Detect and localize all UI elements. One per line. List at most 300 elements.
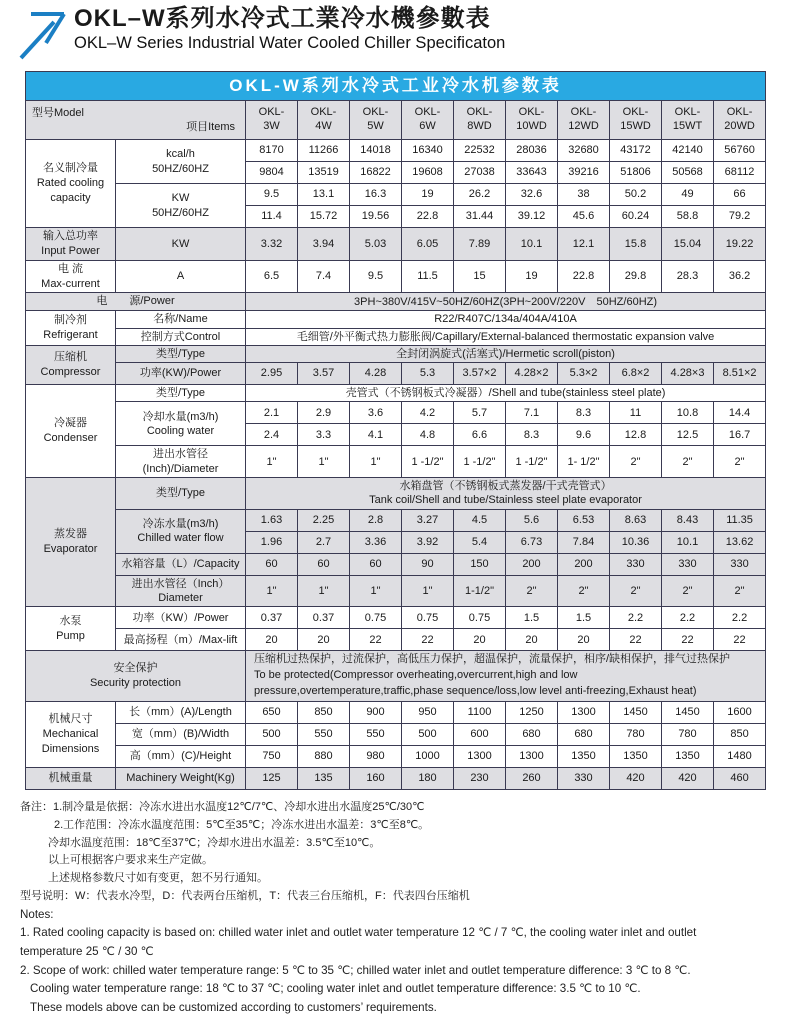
note-line: temperature 25 ℃ / 30 ℃: [20, 944, 154, 958]
value-cell: 880: [298, 746, 350, 768]
value-cell: 15.04: [662, 228, 714, 261]
value-cell: 11: [610, 402, 662, 424]
value-cell: 3.57×2: [454, 363, 506, 385]
value-cell: 8.63: [610, 509, 662, 531]
value-cell: 1": [298, 575, 350, 607]
model-header: OKL- 4W: [298, 101, 350, 140]
value-cell: 51806: [610, 162, 662, 184]
value-cell: 16822: [350, 162, 402, 184]
section-label: 机械重量: [26, 768, 116, 790]
merged-value-cell: 压缩机过热保护，过流保护，高低压力保护，超温保护，流量保护，相序/缺相保护，排气过热保护 To be protected(Compressor overheating,overcurrent,high and low pressure,overtemperature,traffic,phase sequence/loss,low level anti-freezing,Exhaust heat): [246, 651, 766, 702]
value-cell: 4.1: [350, 424, 402, 446]
item-label: A: [116, 260, 246, 293]
value-cell: 22.8: [558, 260, 610, 293]
value-cell: 2.95: [246, 363, 298, 385]
value-cell: 22: [350, 629, 402, 651]
model-header: OKL- 5W: [350, 101, 402, 140]
section-label: 电 流 Max-current: [26, 260, 116, 293]
table-row: [26, 553, 766, 575]
value-cell: 3.94: [298, 228, 350, 261]
page-title-en: OKL–W Series Industrial Water Cooled Chiller Specificaton: [74, 33, 506, 52]
value-cell: 79.2: [714, 206, 766, 228]
value-cell: 50.2: [610, 184, 662, 206]
value-cell: 2.9: [298, 402, 350, 424]
value-cell: 4.28: [350, 363, 402, 385]
value-cell: 14.4: [714, 402, 766, 424]
value-cell: 13519: [298, 162, 350, 184]
table-row: [26, 651, 766, 702]
value-cell: 1300: [506, 746, 558, 768]
value-cell: 60.24: [610, 206, 662, 228]
value-cell: 135: [298, 768, 350, 790]
value-cell: 22: [610, 629, 662, 651]
value-cell: 200: [506, 553, 558, 575]
note-line: 上述规格参数尺寸如有变更，恕不另行通知。: [48, 872, 268, 885]
arrow-logo-icon: [12, 7, 72, 61]
section-label: 制冷剂 Refrigerant: [26, 311, 116, 346]
value-cell: 160: [350, 768, 402, 790]
value-cell: 750: [246, 746, 298, 768]
value-cell: 2.1: [246, 402, 298, 424]
table-title: OKL-W系列水冷式工业冷水机参数表: [26, 72, 766, 101]
value-cell: 60: [298, 553, 350, 575]
value-cell: 58.8: [662, 206, 714, 228]
value-cell: 15.8: [610, 228, 662, 261]
value-cell: 19: [402, 184, 454, 206]
value-cell: 20: [558, 629, 610, 651]
value-cell: 1450: [610, 702, 662, 724]
value-cell: 1.96: [246, 531, 298, 553]
value-cell: 12.1: [558, 228, 610, 261]
table-row: [26, 363, 766, 385]
notes-chinese: [20, 799, 770, 906]
table-row: [26, 402, 766, 424]
value-cell: 4.5: [454, 509, 506, 531]
value-cell: 13.62: [714, 531, 766, 553]
value-cell: 36.2: [714, 260, 766, 293]
value-cell: 39216: [558, 162, 610, 184]
item-label: 高（mm）(C)/Height: [116, 746, 246, 768]
value-cell: 4.28×2: [506, 363, 558, 385]
value-cell: 15.72: [298, 206, 350, 228]
value-cell: 3.27: [402, 509, 454, 531]
value-cell: 27038: [454, 162, 506, 184]
table-row: [26, 345, 766, 362]
value-cell: 10.1: [506, 228, 558, 261]
value-cell: 850: [298, 702, 350, 724]
value-cell: 16340: [402, 140, 454, 162]
item-label: 冷却水量(m3/h) Cooling water: [116, 402, 246, 446]
value-cell: 1350: [662, 746, 714, 768]
value-cell: 12.8: [610, 424, 662, 446]
item-label: 控制方式Control: [116, 328, 246, 345]
value-cell: 2.4: [246, 424, 298, 446]
model-header: OKL- 3W: [246, 101, 298, 140]
table-row: [26, 746, 766, 768]
value-cell: 16.7: [714, 424, 766, 446]
value-cell: 1100: [454, 702, 506, 724]
value-cell: 550: [350, 724, 402, 746]
value-cell: 66: [714, 184, 766, 206]
value-cell: 1-1/2": [454, 575, 506, 607]
value-cell: 22: [714, 629, 766, 651]
value-cell: 5.3: [402, 363, 454, 385]
value-cell: 42140: [662, 140, 714, 162]
value-cell: 20: [454, 629, 506, 651]
value-cell: 2.2: [714, 607, 766, 629]
page-header: [0, 0, 790, 63]
value-cell: 20: [298, 629, 350, 651]
value-cell: 0.37: [298, 607, 350, 629]
item-label: kcal/h 50HZ/60HZ: [116, 140, 246, 184]
value-cell: 780: [662, 724, 714, 746]
value-cell: 150: [454, 553, 506, 575]
value-cell: 6.5: [246, 260, 298, 293]
value-cell: 1.63: [246, 509, 298, 531]
value-cell: 1 -1/2": [402, 446, 454, 478]
value-cell: 330: [662, 553, 714, 575]
section-label: 冷凝器 Condenser: [26, 385, 116, 478]
value-cell: 8.51×2: [714, 363, 766, 385]
value-cell: 26.2: [454, 184, 506, 206]
note-line: 型号说明：W：代表水冷型，D：代表两台压缩机，T：代表三台压缩机，F：代表四台压缩机: [20, 890, 470, 903]
value-cell: 19.22: [714, 228, 766, 261]
section-label: 输入总功率 Input Power: [26, 228, 116, 261]
table-row: [26, 629, 766, 651]
model-header: OKL- 15WD: [610, 101, 662, 140]
section-label: 机械尺寸 Mechanical Dimensions: [26, 702, 116, 768]
table-row: [26, 228, 766, 261]
value-cell: 1": [298, 446, 350, 478]
value-cell: 980: [350, 746, 402, 768]
section-label: 水泵 Pump: [26, 607, 116, 651]
note-line: 2.工作范围：冷冻水温度范围：5℃至35℃；冷冻水进出水温差：3℃至8℃。: [54, 818, 430, 831]
value-cell: 680: [558, 724, 610, 746]
value-cell: 125: [246, 768, 298, 790]
value-cell: 8.3: [558, 402, 610, 424]
item-label: 进出水管径 (Inch)/Diameter: [116, 446, 246, 478]
section-label: 蒸发器 Evaporator: [26, 478, 116, 607]
item-label: 类型/Type: [116, 345, 246, 362]
value-cell: 3.32: [246, 228, 298, 261]
corner-items-label: 项目Items: [186, 120, 235, 133]
table-row: [26, 607, 766, 629]
value-cell: 22.8: [402, 206, 454, 228]
value-cell: 32680: [558, 140, 610, 162]
note-line: 备注：1.制冷量是依据：冷冻水进出水温度12℃/7℃、冷却水进出水温度25℃/30℃: [20, 801, 425, 813]
value-cell: 4.8: [402, 424, 454, 446]
value-cell: 1 -1/2": [454, 446, 506, 478]
value-cell: 8170: [246, 140, 298, 162]
table-row: [26, 328, 766, 345]
value-cell: 9.5: [350, 260, 402, 293]
value-cell: 11.4: [246, 206, 298, 228]
value-cell: 11266: [298, 140, 350, 162]
value-cell: 5.3×2: [558, 363, 610, 385]
value-cell: 33643: [506, 162, 558, 184]
value-cell: 780: [610, 724, 662, 746]
section-label: 电 源/Power: [26, 293, 246, 311]
model-header: OKL- 20WD: [714, 101, 766, 140]
table-row: [26, 509, 766, 531]
value-cell: 9.6: [558, 424, 610, 446]
value-cell: 20: [506, 629, 558, 651]
value-cell: 2": [714, 575, 766, 607]
merged-value-cell: 毛细管/外平衡式热力膨胀阀/Capillary/External-balanced thermostatic expansion valve: [246, 328, 766, 345]
value-cell: 1600: [714, 702, 766, 724]
page-titles: [74, 5, 505, 53]
item-label: Machinery Weight(Kg): [116, 768, 246, 790]
value-cell: 1300: [558, 702, 610, 724]
value-cell: 3.6: [350, 402, 402, 424]
section-label: 名义制冷量 Rated cooling capacity: [26, 140, 116, 228]
value-cell: 8.43: [662, 509, 714, 531]
item-label: 长（mm）(A)/Length: [116, 702, 246, 724]
value-cell: 20: [246, 629, 298, 651]
value-cell: 3.92: [402, 531, 454, 553]
value-cell: 900: [350, 702, 402, 724]
item-label: KW 50HZ/60HZ: [116, 184, 246, 228]
value-cell: 1000: [402, 746, 454, 768]
item-label: 类型/Type: [116, 478, 246, 510]
item-label: 名称/Name: [116, 311, 246, 328]
value-cell: 0.75: [350, 607, 402, 629]
value-cell: 500: [402, 724, 454, 746]
value-cell: 420: [662, 768, 714, 790]
value-cell: 16.3: [350, 184, 402, 206]
note-line: 冷却水温度范围：18℃至37℃；冷却水进出水温差：3.5℃至10℃。: [48, 836, 381, 849]
table-row: [26, 575, 766, 607]
value-cell: 1250: [506, 702, 558, 724]
value-cell: 2.25: [298, 509, 350, 531]
notes-section: [20, 799, 770, 1017]
value-cell: 1 -1/2": [506, 446, 558, 478]
value-cell: 28036: [506, 140, 558, 162]
value-cell: 460: [714, 768, 766, 790]
value-cell: 6.73: [506, 531, 558, 553]
table-row: [26, 446, 766, 478]
value-cell: 7.1: [506, 402, 558, 424]
value-cell: 5.4: [454, 531, 506, 553]
value-cell: 1350: [558, 746, 610, 768]
value-cell: 3.57: [298, 363, 350, 385]
value-cell: 0.37: [246, 607, 298, 629]
table-row: [26, 311, 766, 328]
value-cell: 60: [350, 553, 402, 575]
value-cell: 1": [350, 575, 402, 607]
corner-cell: [26, 101, 246, 140]
item-label: 类型/Type: [116, 385, 246, 402]
item-label: 最高扬程（m）/Max-lift: [116, 629, 246, 651]
model-header: OKL- 10WD: [506, 101, 558, 140]
merged-value-cell: 水箱盘管（不锈钢板式蒸发器/干式壳管式） Tank coil/Shell and tube/Stainless steel plate evaporator: [246, 478, 766, 510]
value-cell: 0.75: [402, 607, 454, 629]
value-cell: 2.2: [610, 607, 662, 629]
value-cell: 15: [454, 260, 506, 293]
value-cell: 1450: [662, 702, 714, 724]
item-label: KW: [116, 228, 246, 261]
value-cell: 19608: [402, 162, 454, 184]
value-cell: 650: [246, 702, 298, 724]
value-cell: 6.6: [454, 424, 506, 446]
note-line: These models above can be customized according to customers’ requirements.: [30, 1000, 437, 1014]
value-cell: 29.8: [610, 260, 662, 293]
value-cell: 1.5: [506, 607, 558, 629]
table-row: [26, 724, 766, 746]
value-cell: 4.28×3: [662, 363, 714, 385]
item-label: 冷冻水量(m3/h) Chilled water flow: [116, 509, 246, 553]
value-cell: 200: [558, 553, 610, 575]
corner-model-label: 型号Model: [32, 107, 84, 119]
value-cell: 22532: [454, 140, 506, 162]
value-cell: 49: [662, 184, 714, 206]
section-label: 压缩机 Compressor: [26, 345, 116, 384]
value-cell: 12.5: [662, 424, 714, 446]
value-cell: 2": [506, 575, 558, 607]
model-header: OKL- 6W: [402, 101, 454, 140]
table-row: [26, 478, 766, 510]
spec-table: [25, 71, 766, 790]
item-label: 进出水管径（Inch） Diameter: [116, 575, 246, 607]
value-cell: 2": [714, 446, 766, 478]
value-cell: 19.56: [350, 206, 402, 228]
value-cell: 10.36: [610, 531, 662, 553]
value-cell: 9.5: [246, 184, 298, 206]
value-cell: 3.36: [350, 531, 402, 553]
value-cell: 1300: [454, 746, 506, 768]
merged-value-cell: 3PH~380V/415V~50HZ/60HZ(3PH~200V/220V 50HZ/60HZ): [246, 293, 766, 311]
value-cell: 850: [714, 724, 766, 746]
item-label: 功率（KW）/Power: [116, 607, 246, 629]
note-line: Cooling water temperature range: 18 ℃ to 37 ℃; cooling water inlet and outlet temperature difference: 3.5 ℃ to 10 ℃.: [30, 982, 641, 996]
value-cell: 7.4: [298, 260, 350, 293]
value-cell: 56760: [714, 140, 766, 162]
value-cell: 0.75: [454, 607, 506, 629]
value-cell: 6.8×2: [610, 363, 662, 385]
value-cell: 28.3: [662, 260, 714, 293]
value-cell: 60: [246, 553, 298, 575]
value-cell: 330: [610, 553, 662, 575]
value-cell: 6.53: [558, 509, 610, 531]
merged-value-cell: 壳管式（不锈钢板式冷凝器）/Shell and tube(stainless steel plate): [246, 385, 766, 402]
model-header: OKL- 8WD: [454, 101, 506, 140]
value-cell: 2": [558, 575, 610, 607]
value-cell: 90: [402, 553, 454, 575]
value-cell: 10.1: [662, 531, 714, 553]
value-cell: 22: [662, 629, 714, 651]
page-title-zh: OKL–W系列水冷式工業冷水機參數表: [74, 5, 491, 32]
value-cell: 950: [402, 702, 454, 724]
table-row: [26, 385, 766, 402]
value-cell: 11.35: [714, 509, 766, 531]
section-label: 安全保护 Security protection: [26, 651, 246, 702]
value-cell: 680: [506, 724, 558, 746]
value-cell: 14018: [350, 140, 402, 162]
value-cell: 5.7: [454, 402, 506, 424]
note-line: 2. Scope of work: chilled water temperature range: 5 ℃ to 35 ℃; chilled water inlet and outlet temperature difference: 3 ℃ to 8 ℃.: [20, 963, 691, 977]
value-cell: 2": [610, 575, 662, 607]
value-cell: 1": [246, 446, 298, 478]
value-cell: 2": [662, 575, 714, 607]
value-cell: 2": [662, 446, 714, 478]
value-cell: 10.8: [662, 402, 714, 424]
value-cell: 31.44: [454, 206, 506, 228]
merged-value-cell: 全封闭涡旋式(活塞式)/Hermetic scroll(piston): [246, 345, 766, 362]
value-cell: 600: [454, 724, 506, 746]
notes-english: [20, 906, 770, 1017]
value-cell: 6.05: [402, 228, 454, 261]
merged-value-cell: R22/R407C/134a/404A/410A: [246, 311, 766, 328]
table-row: [26, 184, 766, 206]
value-cell: 1350: [610, 746, 662, 768]
value-cell: 1": [246, 575, 298, 607]
table-row: [26, 260, 766, 293]
table-row: [26, 140, 766, 162]
value-cell: 7.84: [558, 531, 610, 553]
value-cell: 1480: [714, 746, 766, 768]
model-header-row: [26, 101, 766, 140]
value-cell: 260: [506, 768, 558, 790]
value-cell: 1": [402, 575, 454, 607]
table-title-row: [26, 72, 766, 101]
value-cell: 5.6: [506, 509, 558, 531]
value-cell: 230: [454, 768, 506, 790]
value-cell: 550: [298, 724, 350, 746]
value-cell: 13.1: [298, 184, 350, 206]
value-cell: 2.8: [350, 509, 402, 531]
value-cell: 1.5: [558, 607, 610, 629]
value-cell: 3.3: [298, 424, 350, 446]
value-cell: 39.12: [506, 206, 558, 228]
value-cell: 68112: [714, 162, 766, 184]
item-label: 水箱容量（L）/Capacity: [116, 553, 246, 575]
value-cell: 43172: [610, 140, 662, 162]
value-cell: 50568: [662, 162, 714, 184]
value-cell: 5.03: [350, 228, 402, 261]
value-cell: 9804: [246, 162, 298, 184]
value-cell: 32.6: [506, 184, 558, 206]
table-row: [26, 702, 766, 724]
item-label: 功率(KW)/Power: [116, 363, 246, 385]
value-cell: 330: [714, 553, 766, 575]
value-cell: 11.5: [402, 260, 454, 293]
note-line: Notes:: [20, 907, 54, 921]
value-cell: 4.2: [402, 402, 454, 424]
value-cell: 2": [610, 446, 662, 478]
value-cell: 420: [610, 768, 662, 790]
value-cell: 1": [350, 446, 402, 478]
table-row: [26, 768, 766, 790]
value-cell: 19: [506, 260, 558, 293]
value-cell: 1- 1/2": [558, 446, 610, 478]
value-cell: 45.6: [558, 206, 610, 228]
value-cell: 7.89: [454, 228, 506, 261]
value-cell: 22: [402, 629, 454, 651]
note-line: 1. Rated cooling capacity is based on: chilled water inlet and outlet water temperature 12 ℃ / 7 ℃, the cooling water inlet and outlet: [20, 926, 697, 940]
note-line: 以上可根据客户要求来生产定做。: [48, 854, 213, 867]
model-header: OKL- 12WD: [558, 101, 610, 140]
model-header: OKL- 15WT: [662, 101, 714, 140]
value-cell: 2.7: [298, 531, 350, 553]
item-label: 宽（mm）(B)/Width: [116, 724, 246, 746]
value-cell: 38: [558, 184, 610, 206]
value-cell: 500: [246, 724, 298, 746]
value-cell: 2.2: [662, 607, 714, 629]
value-cell: 330: [558, 768, 610, 790]
value-cell: 180: [402, 768, 454, 790]
value-cell: 8.3: [506, 424, 558, 446]
table-row: [26, 293, 766, 311]
